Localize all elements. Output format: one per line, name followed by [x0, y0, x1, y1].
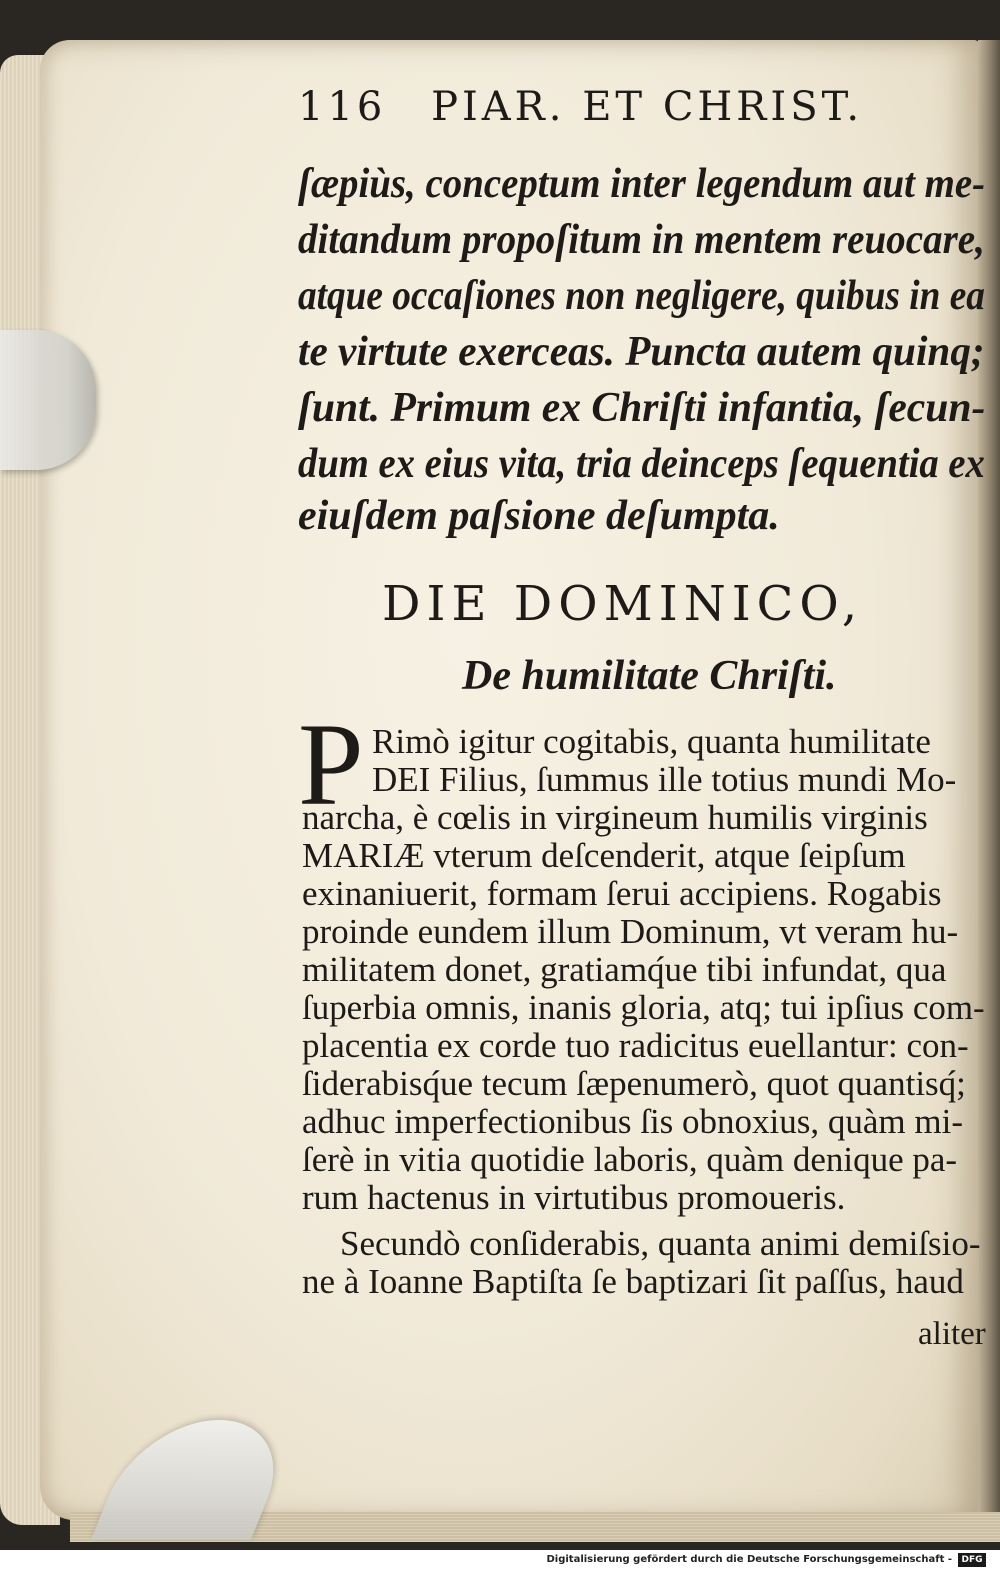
body-line: Rimò igitur cogitabis, quanta humilitate — [372, 722, 931, 761]
intro-line: atque occaſiones non negligere, quibus in ea — [298, 273, 985, 319]
intro-line: ditandum propoſitum in mentem reuocare, — [298, 217, 985, 263]
body-line: narcha, è cœlis in virgineum humilis virginis — [302, 798, 928, 837]
body-line: proinde eundem illum Dominum, vt veram hu- — [302, 912, 959, 951]
body-line: Secundò conſiderabis, quanta animi demiſsio- — [340, 1224, 981, 1263]
body-line: militatem donet, gratiamq́ue tibi infundat, qua — [302, 950, 947, 989]
body-line: ſuperbia omnis, inanis gloria, atq; tui ipſius com- — [302, 988, 985, 1027]
body-line: ſiderabisq́ue tecum ſæpenumerò, quot quantisq́; — [302, 1064, 966, 1103]
funding-credit: Digitalisierung gefördert durch die Deutsche Forschungsgemeinschaft - — [546, 1554, 952, 1565]
body-line: MARIÆ vterum deſcenderit, atque ſeipſum — [302, 836, 906, 875]
drop-cap: P — [298, 699, 364, 830]
body-line: rum hactenus in virtutibus promoueris. — [302, 1178, 846, 1217]
body-line: DEI Filius, ſummus ille totius mundi Mo- — [372, 760, 957, 799]
page-clamp-left — [0, 330, 96, 470]
section-subtitle: De humilitate Chriſti. — [462, 653, 837, 699]
body-line: adhuc imperfectionibus ſis obnoxius, quàm mi- — [302, 1102, 964, 1141]
intro-line: te virtute exerceas. Puncta autem quinq; — [298, 329, 985, 375]
intro-line: dum ex eius vita, tria deinceps ſequentia ex — [298, 441, 985, 487]
catchword: aliter — [918, 1316, 986, 1352]
intro-line: eiuſdem paſsione deſumpta. — [298, 493, 780, 539]
body-line: ne à Ioanne Baptiſta ſe baptizari ſit paſſus, haud — [302, 1262, 964, 1301]
body-line: ſerè in vitia quotidie laboris, quàm denique pa- — [302, 1140, 958, 1179]
intro-line: ſunt. Primum ex Chriſti infantia, ſecun- — [298, 385, 986, 431]
body-line: placentia ex corde tuo radicitus euellantur: con- — [302, 1026, 969, 1065]
running-header — [298, 84, 863, 130]
running-title: PIAR. ET CHRIST. — [431, 84, 864, 130]
body-line: exinaniuerit, formam ſerui accipiens. Rogabis — [302, 874, 942, 913]
intro-line: ſæpiùs, conceptum inter legendum aut me- — [298, 161, 986, 207]
section-title: DIE DOMINICO, — [382, 576, 864, 632]
page-number: 116 — [298, 84, 387, 130]
dfg-logo-icon: DFG — [958, 1553, 986, 1567]
